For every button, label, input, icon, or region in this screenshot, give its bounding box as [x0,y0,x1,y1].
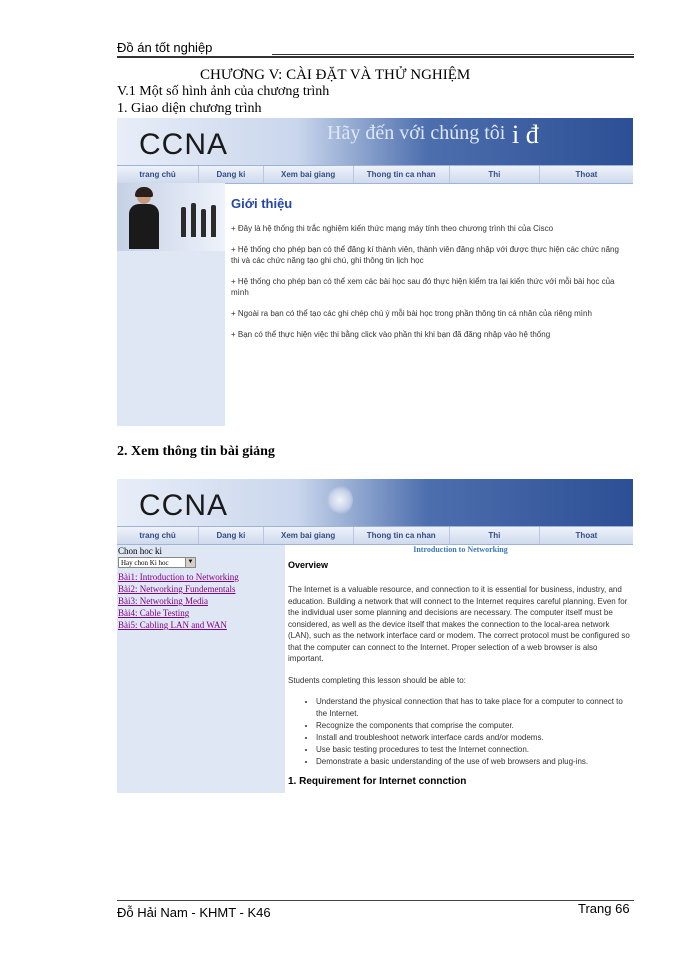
objective-item: • Demonstrate a basic understanding of the use of web browsers and plug-ins. [316,756,633,768]
overview-text: The Internet is a valuable resource, and connection to it is essential for business, industry, and education. Building a network that will connect to the Internet requires careful planning. Even for the individual user some planning and decisions are necessary. The computer itself must be considered, as well as the device itself that makes the connection to the local-area network (LAN), such as the network interface card or modem. The correct protocol must be configured so that the computer can connect to the Internet. Proper selection of a web browser is also important. [288,585,630,663]
lesson-link-4[interactable]: Bài4: Cable Testing [118,608,190,618]
nav-exam[interactable]: Thi [450,527,540,544]
overview-heading: Overview [288,560,329,570]
lesson-link-3[interactable]: Bài3: Networking Media [118,596,208,606]
intro-paragraph: + Đây là hệ thống thi trắc nghiệm kiến thức mạng máy tính theo chương trình thi của Cisco [231,224,554,233]
sidebar-panel [117,183,225,426]
nav-lectures[interactable]: Xem bai giang [264,166,354,183]
app-logo: CCNA [139,489,229,522]
app-navbar [117,165,633,184]
lesson-link-1[interactable]: Bài1: Introduction to Networking [118,572,239,582]
objective-item: • Install and troubleshoot network interface cards and/or modems. [316,732,633,744]
nav-profile[interactable]: Thong tin ca nhan [354,527,450,544]
intro-content [231,196,621,350]
header-rule [117,56,634,58]
intro-paragraph: + Hệ thống cho phép bạn có thể đăng kí thành viên, thành viên đăng nhập với được thực hiện các chức năng thi và các chức năng tạo ghi chú, ghi thông tin lịch học [231,245,619,265]
app-slogan: Hãy đến với chúng tôi [327,122,506,144]
document-header-title: Đồ án tốt nghiệp [117,40,213,55]
nav-lectures[interactable]: Xem bai giang [264,527,354,544]
nav-logout[interactable]: Thoat [575,531,598,540]
lesson-sidebar [117,545,285,793]
chapter-title: CHƯƠNG V: CÀI ĐẶT VÀ THỬ NGHIỆM [200,67,471,83]
nav-home[interactable]: trang chủ [117,527,199,544]
people-silhouette-image [179,197,219,237]
nav-home[interactable]: trang chủ [117,166,199,183]
header-rule-thin [272,54,634,55]
footer-author: Đỗ Hải Nam - KHMT - K46 [117,905,271,920]
requirement-heading: 1. Requirement for Internet connction [288,776,467,787]
objective-item: • Understand the physical connection that has to take place for a computer to connect to the Internet. [316,696,633,720]
intro-paragraph: + Ngoài ra bạn có thể tạo các ghi chép chú ý mỗi bài học trong phần thông tin cá nhân của riêng mình [231,309,592,318]
app-navbar [117,526,633,545]
intro-paragraph: + Hệ thống cho phép bạn có thể xem các bài học sau đó thực hiện kiểm tra lại kiến thức với mỗi bài học của mình [231,277,615,297]
objectives-intro: Students completing this lesson should be able to: [288,675,466,685]
lesson-title: Introduction to Networking [413,545,508,554]
slogan-mark: i đ [512,120,539,149]
banner-photo [117,183,225,251]
intro-paragraph: + Bạn có thể thực hiện việc thi bằng click vào phần thi khi bạn đã đăng nhập vào hệ thống [231,330,551,339]
semester-label: Chon hoc ki [118,546,162,556]
section-title: V.1 Một số hình ảnh của chương trình [117,84,330,99]
nav-register[interactable]: Dang ki [199,527,263,544]
app-banner [117,479,633,526]
lesson-content [288,545,633,787]
nav-profile[interactable]: Thong tin ca nhan [354,166,450,183]
emblem-icon [327,485,353,515]
nav-logout[interactable]: Thoat [575,170,598,179]
intro-heading: Giới thiệu [231,196,293,211]
chevron-down-icon[interactable]: ▼ [185,558,195,567]
footer-rule [117,900,634,901]
app-banner [117,118,633,165]
objective-item: • Use basic testing procedures to test the Internet connection. [316,744,633,756]
lesson-link-2[interactable]: Bài2: Networking Fundementals [118,584,236,594]
objectives-list [288,696,633,768]
app-logo: CCNA [139,128,229,161]
footer-page-number: Trang 66 [578,901,630,916]
semester-select[interactable] [118,557,196,568]
screenshot-main-interface [117,118,633,426]
nav-exam[interactable]: Thi [450,166,540,183]
nav-register[interactable]: Dang ki [199,166,263,183]
businesswoman-image [129,189,159,249]
lesson-link-5[interactable]: Bài5: Cabling LAN and WAN [118,620,227,630]
screenshot-lecture-view [117,479,633,795]
subsection-title-2: 2. Xem thông tin bài giảng [117,444,275,459]
semester-select-value: Hay chon Ki hoc [121,559,169,567]
objective-item: • Recognize the components that comprise the computer. [316,720,633,732]
subsection-title-1: 1. Giao diện chương trình [117,101,262,116]
